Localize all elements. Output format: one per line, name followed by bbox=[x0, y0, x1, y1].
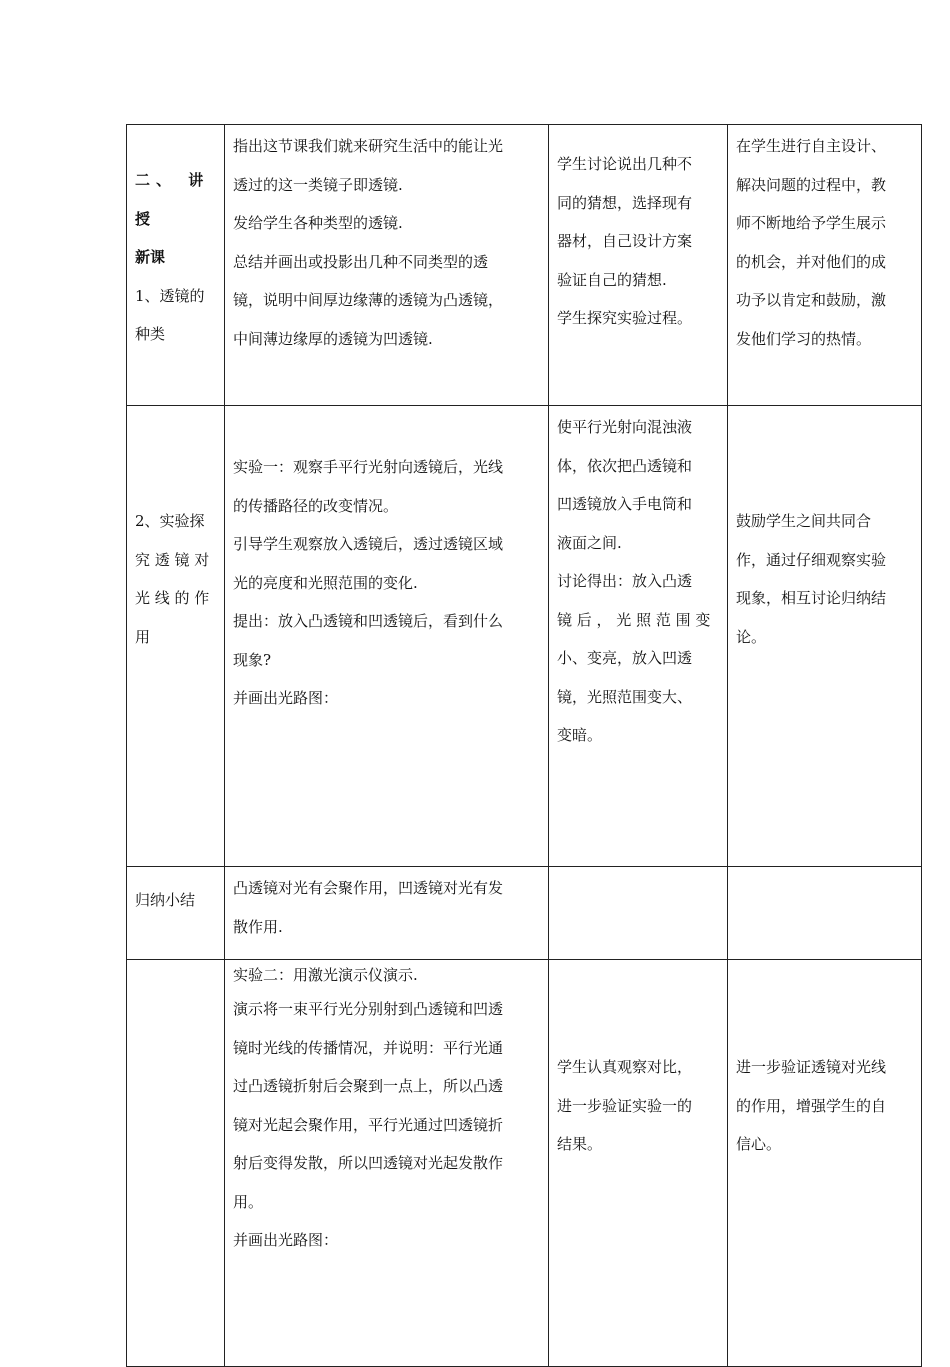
text-line: 变暗。 bbox=[557, 726, 603, 744]
text-line: 光的亮度和光照范围的变化. bbox=[233, 573, 418, 592]
section-cell bbox=[127, 867, 225, 960]
table-row bbox=[127, 867, 922, 960]
text-line: 发给学生各种类型的透镜. bbox=[233, 214, 403, 232]
section-heading-cont: 新课 bbox=[135, 248, 166, 266]
section-cell bbox=[127, 406, 225, 867]
text-line: 结果。 bbox=[557, 1135, 603, 1153]
student-activity-cell bbox=[549, 960, 728, 1367]
text-line: 提出：放入凸透镜和凹透镜后，看到什么 bbox=[233, 612, 504, 630]
text-line: 凸透镜对光有会聚作用，凹透镜对光有发 bbox=[233, 879, 504, 897]
section-subheading: 2、实验探 bbox=[135, 512, 205, 530]
text-line: 散作用. bbox=[233, 917, 283, 936]
text-line: 镜 后 ， 光 照 范 围 变 bbox=[557, 610, 711, 629]
text-line: 学生探究实验过程。 bbox=[557, 309, 693, 327]
text-line: 进一步验证透镜对光线 bbox=[736, 1058, 887, 1076]
section-subheading: 1、透镜的 bbox=[135, 286, 205, 305]
text-line: 解决问题的过程中，教 bbox=[736, 175, 887, 194]
section-subheading-cont: 种类 bbox=[135, 325, 166, 343]
section-subheading: 用 bbox=[135, 627, 151, 646]
design-intent-cell bbox=[728, 960, 922, 1367]
text-line: 凹透镜放入手电筒和 bbox=[557, 495, 693, 513]
section-subheading: 归纳小结 bbox=[135, 891, 196, 909]
text-line: 器材，自己设计方案 bbox=[557, 232, 693, 250]
text-line: 信心。 bbox=[736, 1135, 782, 1153]
student-activity-cell bbox=[549, 406, 728, 867]
design-intent-cell bbox=[728, 406, 922, 867]
text-line: 镜时光线的传播情况，并说明：平行光通 bbox=[233, 1038, 504, 1057]
text-line: 镜，光照范围变大、 bbox=[557, 687, 693, 706]
section-subheading: 光 线 的 作 bbox=[135, 589, 210, 607]
text-line: 论。 bbox=[736, 627, 767, 646]
text-line: 使平行光射向混浊液 bbox=[557, 418, 693, 436]
student-activity-cell bbox=[549, 125, 728, 406]
design-intent-cell bbox=[728, 125, 922, 406]
table-row bbox=[127, 406, 922, 867]
text-line: 同的猜想，选择现有 bbox=[557, 193, 693, 212]
text-line: 讨论得出：放入凸透 bbox=[557, 572, 693, 590]
text-line: 发他们学习的热情。 bbox=[736, 329, 872, 348]
text-line: 学生讨论说出几种不 bbox=[557, 155, 693, 173]
section-heading: 二、 讲 授 bbox=[135, 171, 210, 228]
text-line: 用。 bbox=[233, 1192, 264, 1211]
text-line: 进一步验证实验一的 bbox=[557, 1096, 693, 1115]
section-cell bbox=[127, 125, 225, 406]
text-line: 鼓励学生之间共同合 bbox=[736, 512, 872, 530]
teacher-activity-cell bbox=[225, 125, 549, 406]
table-row bbox=[127, 960, 922, 1367]
text-line: 师不断地给予学生展示 bbox=[736, 214, 887, 232]
teacher-activity-cell bbox=[225, 867, 549, 960]
text-line: 总结并画出或投影出几种不同类型的透 bbox=[233, 252, 489, 271]
text-line: 中间薄边缘厚的透镜为凹透镜. bbox=[233, 329, 433, 348]
section-subheading: 究 透 镜 对 bbox=[135, 550, 210, 569]
teacher-activity-cell bbox=[225, 406, 549, 867]
student-activity-cell bbox=[549, 867, 728, 960]
text-line: 的机会，并对他们的成 bbox=[736, 252, 887, 271]
text-line: 指出这节课我们就来研究生活中的能让光 bbox=[233, 137, 504, 155]
text-line: 学生认真观察对比， bbox=[557, 1058, 693, 1076]
lesson-plan-table bbox=[126, 124, 922, 1367]
text-line: 功予以肯定和鼓励，激 bbox=[736, 291, 887, 309]
text-line: 射后变得发散，所以凹透镜对光起发散作 bbox=[233, 1154, 504, 1172]
table-row bbox=[127, 125, 922, 406]
text-line: 实验一：观察手平行光射向透镜后，光线 bbox=[233, 458, 504, 476]
text-line: 验证自己的猜想. bbox=[557, 270, 667, 289]
text-line: 现象，相互讨论归纳结 bbox=[736, 589, 887, 607]
text-line: 并画出光路图： bbox=[233, 1231, 339, 1249]
text-line: 并画出光路图： bbox=[233, 689, 339, 707]
text-line: 现象? bbox=[233, 650, 272, 669]
text-line: 的传播路径的改变情况。 bbox=[233, 496, 399, 515]
text-line: 体，依次把凸透镜和 bbox=[557, 456, 693, 475]
text-line: 引导学生观察放入透镜后，透过透镜区域 bbox=[233, 535, 504, 553]
text-line: 镜对光起会聚作用，平行光通过凹透镜折 bbox=[233, 1115, 504, 1134]
text-line: 镜，说明中间厚边缘薄的透镜为凸透镜， bbox=[233, 291, 504, 309]
text-line: 作，通过仔细观察实验 bbox=[736, 550, 887, 569]
design-intent-cell bbox=[728, 867, 922, 960]
text-line: 实验二：用激光演示仪演示. bbox=[233, 966, 418, 984]
section-cell bbox=[127, 960, 225, 1367]
text-line: 演示将一束平行光分别射到凸透镜和凹透 bbox=[233, 1000, 504, 1018]
text-line: 小、变亮，放入凹透 bbox=[557, 649, 693, 667]
text-line: 透过的这一类镜子即透镜. bbox=[233, 175, 403, 194]
text-line: 在学生进行自主设计、 bbox=[736, 137, 887, 155]
text-line: 过凸透镜折射后会聚到一点上，所以凸透 bbox=[233, 1077, 504, 1095]
teacher-activity-cell bbox=[225, 960, 549, 1367]
text-line: 的作用，增强学生的自 bbox=[736, 1096, 887, 1115]
text-line: 液面之间. bbox=[557, 533, 622, 552]
